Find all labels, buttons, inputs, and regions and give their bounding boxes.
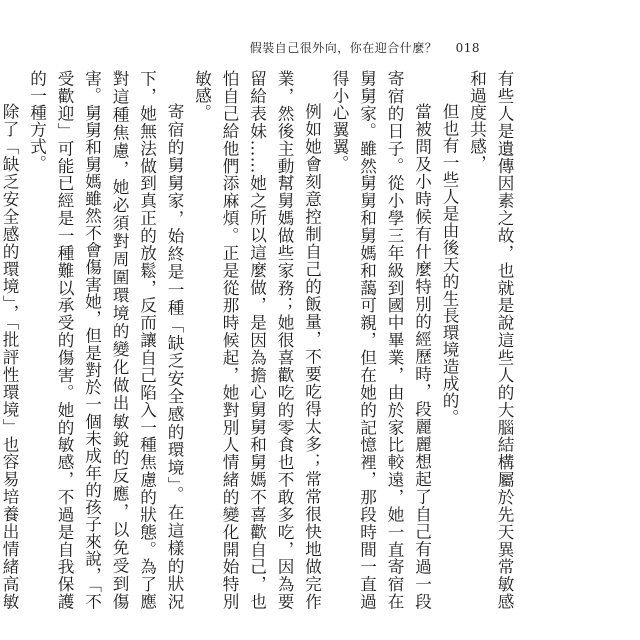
page-number: 018	[455, 41, 480, 55]
paragraph-4: 例如她會刻意控制自己的飯量，不要吃得太多；常常很快地做完作業，然後主動幫舅媽做些家務；她很喜歡吃的零食也不敢多吃，因為要留給表妹……她之所以這麼做，是因為擔心舅舅和舅媽不喜歡自己，也怕自己給他們添麻煩。正是從那時候起，她對別人情緒的變化開始特別敏感。	[192, 70, 322, 610]
running-head	[200, 39, 480, 56]
paragraph-2: 但也有一些人是由後天的生長環境造成的。	[440, 103, 459, 427]
running-head-title: 假裝自己很外向，你在迎合什麼？	[249, 41, 438, 55]
paragraph-5: 寄宿的舅舅家，始終是一種「缺乏安全感的環境」。在這樣的狀況下，她無法做到真正的放鬆，反而讓自己陷入一種焦慮的狀態。為了應對這種焦慮，她必須對周圍環境的變化做出敏銳的反應，以免受到傷害。舅舅和舅媽雖然不會傷害她，但是對於一個未成年的孩子來說，「不受歡迎」可能已經是一種難以承受的傷害。她的敏感，不過是自我保護的一種方式。	[27, 70, 184, 610]
paragraph-3: 當被問及小時候有什麼特別的經歷時，段麗麗想起了自己有過一段寄宿的日子。從小學三年級到國中畢業，由於家比較遠，她一直寄宿在舅舅家。雖然舅舅和舅媽和藹可親，但在她的記憶裡，那段時間一直過得小心翼翼。	[330, 70, 432, 610]
paragraph-1: 有些人是遺傳因素之故，也就是說這些人的大腦結構屬於先天異常敏感和過度共感，	[467, 70, 514, 610]
paragraph-6: 除了「缺乏安全感的環境」，「批評性環境」也容易培養出情緒高敏	[0, 103, 19, 610]
body-text	[0, 70, 518, 610]
